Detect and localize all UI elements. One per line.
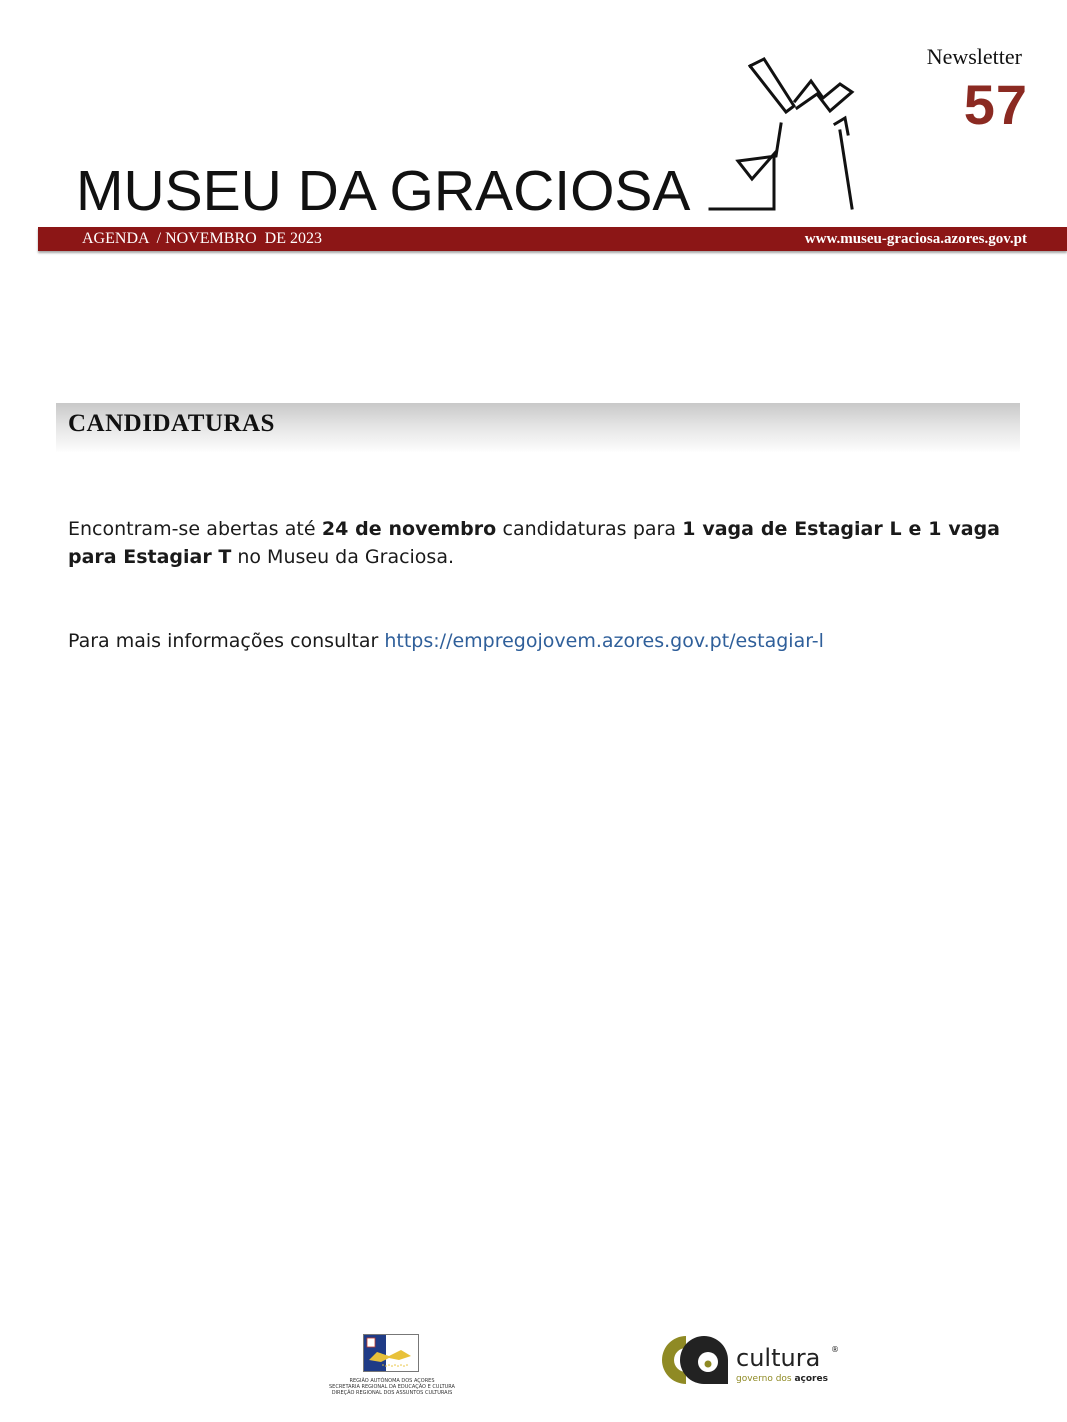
bold-deadline: 24 de novembro	[321, 518, 497, 540]
body-paragraph	[68, 515, 1000, 571]
bold-vacancies: 1 vaga de Estagiar L e 1 vaga para Estagiar T	[68, 518, 1000, 568]
government-caption	[320, 1378, 464, 1396]
gov-line: REGIÃO AUTÓNOMA DOS AÇORES	[349, 1378, 435, 1384]
azores-flag-icon	[363, 1334, 419, 1372]
section-title: CANDIDATURAS	[68, 410, 275, 437]
gov-line: SECRETARIA REGIONAL DA EDUCAÇÃO E CULTURA	[329, 1384, 455, 1390]
newsletter-number: 57	[963, 73, 1028, 136]
cultura-subtitle: governo dos	[736, 1374, 795, 1384]
info-link[interactable]: https://empregojovem.azores.gov.pt/estagiar-l	[384, 630, 824, 652]
agenda-date: AGENDA / NOVEMBRO DE 2023	[82, 230, 322, 247]
registered-mark: ®	[831, 1345, 839, 1354]
website-link[interactable]: www.museu-graciosa.azores.gov.pt	[804, 231, 1027, 247]
svg-text:governo dos açores	[736, 1374, 828, 1384]
cultura-subtitle-bold: açores	[794, 1374, 828, 1384]
cultura-logo-icon	[656, 1330, 846, 1390]
text-segment: no Museu da Graciosa.	[231, 546, 455, 568]
text-segment: Encontram-se abertas até	[68, 518, 322, 540]
info-text: Para mais informações consultar	[68, 630, 385, 652]
gov-line: DIREÇÃO REGIONAL DOS ASSUNTOS CULTURAIS	[331, 1390, 453, 1396]
info-paragraph	[68, 627, 1000, 655]
museum-title: MUSEU DA GRACIOSA	[76, 159, 691, 223]
cultura-word: cultura	[736, 1344, 821, 1372]
newsletter-label: Newsletter	[926, 44, 1022, 69]
text-segment: candidaturas para	[496, 518, 683, 540]
windmill-icon	[700, 56, 870, 216]
